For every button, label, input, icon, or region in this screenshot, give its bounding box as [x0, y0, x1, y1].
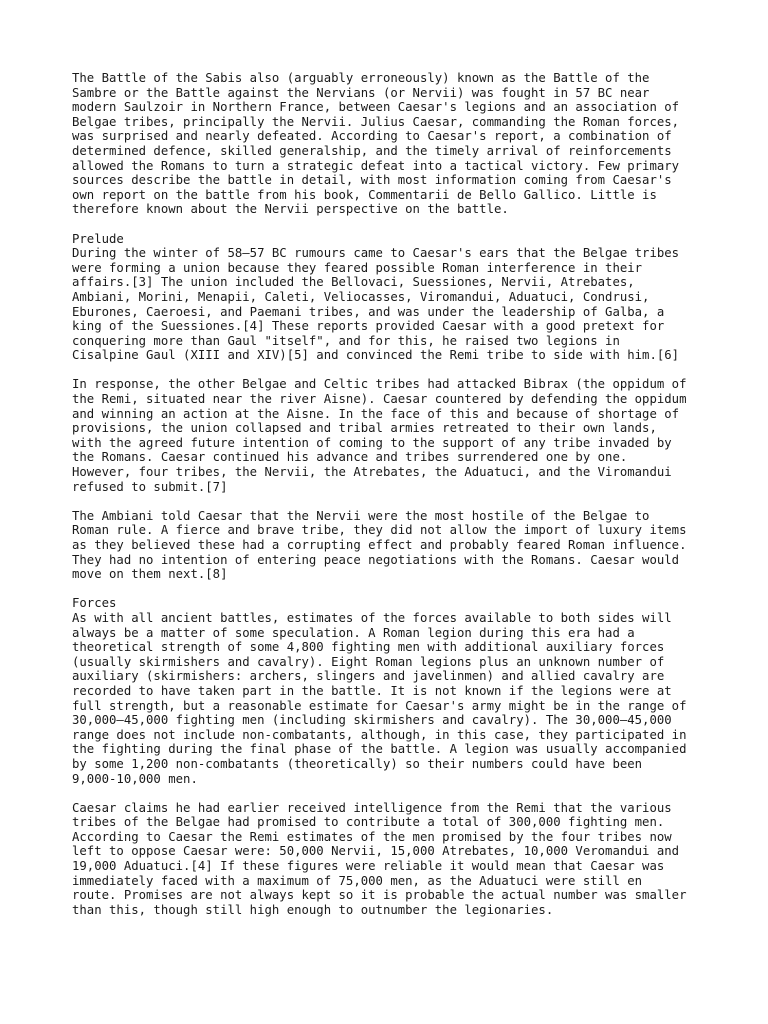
text-line: determined defence, skilled generalship, and the timely arrival of reinforcements [72, 143, 672, 158]
text-line: conquering more than Gaul "itself", and for this, he raised two legions in [72, 333, 620, 348]
text-line: the fighting during the final phase of the battle. A legion was usually accompanied [72, 742, 687, 757]
text-line: refused to submit.[7] [72, 479, 228, 494]
forces-paragraph [72, 596, 712, 786]
section-heading: Forces [72, 596, 117, 611]
text-line: route. Promises are not always kept so it is probable the actual number was smaller [72, 888, 687, 903]
text-line: According to Caesar the Remi estimates of the men promised by the four tribes now [72, 829, 672, 844]
text-line: own report on the battle from his book, Commentarii de Bello Gallico. Little is [72, 187, 657, 202]
text-line: 9,000-10,000 men. [72, 771, 198, 786]
text-line: as they believed these had a corrupting effect and probably feared Roman influence. [72, 538, 687, 552]
text-line: was surprised and nearly defeated. According to Caesar's report, a combination of [72, 129, 672, 144]
text-line: with the agreed future intention of coming to the support of any tribe invaded by [72, 435, 672, 450]
text-line: provisions, the union collapsed and tribal armies retreated to their own lands, [72, 421, 657, 436]
text-line: immediately faced with a maximum of 75,000 men, as the Aduatuci were still en [72, 873, 643, 888]
text-line: recorded to have taken part in the battle. It is not known if the legions were at [72, 683, 672, 698]
text-line: tribes of the Belgae had promised to contribute a total of 300,000 fighting men. [72, 815, 665, 830]
text-line: In response, the other Belgae and Celtic tribes had attacked Bibrax (the oppidum of [72, 377, 687, 392]
text-line: sources describe the battle in detail, with most information coming from Caesar's [72, 173, 672, 188]
text-line: modern Saulzoir in Northern France, between Caesar's legions and an association of [72, 100, 680, 115]
ambiani-paragraph [72, 509, 712, 582]
text-line: Caesar claims he had earlier received intelligence from the Remi that the various [72, 800, 672, 815]
text-line: 30,000–45,000 fighting men (including skirmishers and cavalry). The 30,000–45,000 [72, 713, 672, 728]
text-line: Belgae tribes, principally the Nervii. Julius Caesar, commanding the Roman forces, [72, 114, 680, 129]
intelligence-paragraph [72, 801, 712, 918]
text-line: Roman rule. A fierce and brave tribe, they did not allow the import of luxury items [72, 523, 687, 538]
text-line: left to oppose Caesar were: 50,000 Nervii, 15,000 Atrebates, 10,000 Veromandui and [72, 844, 680, 859]
text-line: than this, though still high enough to outnumber the legionaries. [72, 902, 554, 917]
text-line: by some 1,200 non-combatants (theoretically) so their numbers could have been [72, 756, 643, 771]
text-line: theoretical strength of some 4,800 fighting men with additional auxiliary forces [72, 640, 665, 655]
text-line: affairs.[3] The union included the Bellovaci, Suessiones, Nervii, Atrebates, [72, 275, 635, 290]
text-line: Ambiani, Morini, Menapii, Caleti, Veliocasses, Viromandui, Aduatuci, Condrusi, [72, 289, 650, 304]
text-line: Eburones, Caeroesi, and Paemani tribes, and was under the leadership of Galba, a [72, 304, 665, 319]
intro-paragraph [72, 71, 712, 217]
text-line: always be a matter of some speculation. A Roman legion during this era had a [72, 625, 635, 640]
text-line: They had no intention of entering peace negotiations with the Romans. Caesar would [72, 552, 680, 567]
text-line: Cisalpine Gaul (XIII and XIV)[5] and convinced the Remi tribe to side with him.[6] [72, 348, 680, 363]
text-line: the Romans. Caesar continued his advance and tribes surrendered one by one. [72, 450, 628, 465]
text-line: (usually skirmishers and cavalry). Eight Roman legions plus an unknown number of [72, 654, 665, 669]
text-line: move on them next.[8] [72, 567, 228, 582]
text-line: the Remi, situated near the river Aisne). Caesar countered by defending the oppidum [72, 392, 687, 407]
text-line: therefore known about the Nervii perspective on the battle. [72, 202, 509, 217]
section-heading: Prelude [72, 231, 124, 246]
text-line: The Ambiani told Caesar that the Nervii were the most hostile of the Belgae to [72, 508, 650, 523]
response-paragraph [72, 377, 712, 494]
text-line: The Battle of the Sabis also (arguably erroneously) known as the Battle of the [72, 71, 650, 85]
text-line: During the winter of 58–57 BC rumours came to Caesar's ears that the Belgae tribes [72, 246, 680, 261]
text-line: and winning an action at the Aisne. In the face of this and because of shortage of [72, 406, 680, 421]
prelude-paragraph [72, 232, 712, 363]
text-line: were forming a union because they feared possible Roman interference in their [72, 260, 643, 275]
text-line: range does not include non-combatants, although, in this case, they participated in [72, 727, 687, 742]
text-line: auxiliary (skirmishers: archers, slingers and javelinmen) and allied cavalry are [72, 669, 665, 684]
text-line: However, four tribes, the Nervii, the Atrebates, the Aduatuci, and the Viromandui [72, 465, 672, 480]
text-line: 19,000 Aduatuci.[4] If these figures were reliable it would mean that Caesar was [72, 859, 665, 874]
text-line: As with all ancient battles, estimates of the forces available to both sides will [72, 610, 672, 625]
text-line: allowed the Romans to turn a strategic defeat into a tactical victory. Few primary [72, 158, 680, 173]
text-line: full strength, but a reasonable estimate for Caesar's army might be in the range of [72, 698, 687, 713]
document-page [72, 71, 712, 932]
text-line: king of the Suessiones.[4] These reports provided Caesar with a good pretext for [72, 319, 665, 334]
text-line: Sambre or the Battle against the Nervians (or Nervii) was fought in 57 BC near [72, 85, 650, 100]
